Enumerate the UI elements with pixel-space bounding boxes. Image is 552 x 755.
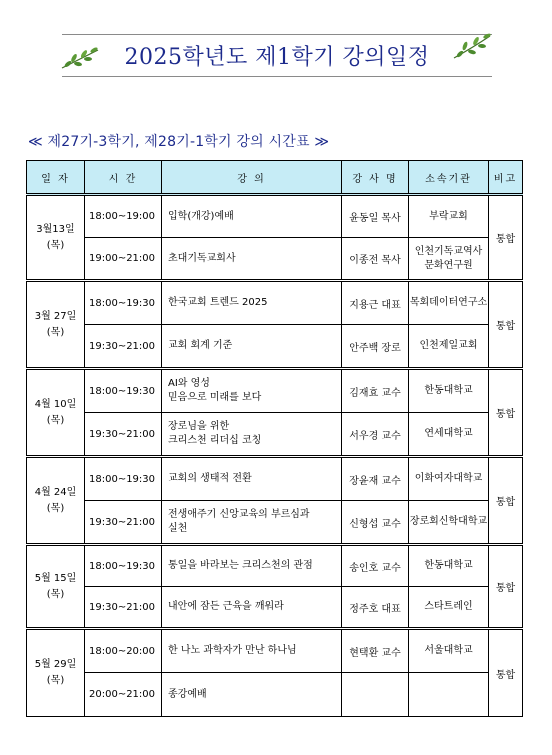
- table-row: [27, 629, 523, 673]
- date-label: 4월 24일: [34, 486, 77, 498]
- lecture-title-line: 한 나노 과학자가 만난 하나님: [168, 645, 297, 656]
- org-line: 한동대학교: [424, 385, 473, 396]
- date-label: 3월13일: [36, 223, 75, 235]
- note-cell: 통합: [489, 195, 523, 281]
- lecturer-cell: 안주백 장로: [342, 325, 409, 369]
- date-label: 4월 10일: [34, 398, 77, 410]
- title-bottom-rule: [62, 76, 492, 77]
- weekday-label: (목): [46, 414, 65, 426]
- lecturer-cell: [342, 673, 409, 717]
- table-row: [27, 195, 523, 238]
- table-row: [27, 545, 523, 587]
- note-cell: 통합: [489, 629, 523, 717]
- lecture-title-line: AI와 영성: [168, 378, 210, 389]
- header-time: 시 간: [85, 161, 162, 195]
- table-row: [27, 413, 523, 457]
- org-line: 서울대학교: [424, 645, 473, 656]
- weekday-label: (목): [46, 675, 65, 686]
- org-cell: [409, 545, 489, 587]
- table-row: [27, 325, 523, 369]
- lecture-title-line: 크리스천 리더십 코칭: [168, 435, 262, 446]
- time-cell: 19:30~21:00: [85, 587, 162, 629]
- lecture-title-line: 믿음으로 미래를 보다: [168, 392, 262, 403]
- org-line: 장로회신학대학교: [409, 516, 488, 527]
- org-line: 인천제일교회: [419, 340, 478, 351]
- org-line: 목회데이터연구소: [409, 297, 488, 308]
- lecture-title-line: 전생애주기 신앙교육의 부르심과: [168, 509, 310, 520]
- time-cell: 19:00~21:00: [85, 238, 162, 281]
- table-row: [27, 281, 523, 325]
- date-label: 3월 27일: [34, 310, 77, 322]
- lecturer-cell: 현택환 교수: [342, 629, 409, 673]
- date-label: 5월 15일: [34, 572, 77, 584]
- org-cell: [409, 501, 489, 545]
- org-line: 스타트레인: [424, 601, 473, 612]
- note-cell: 통합: [489, 281, 523, 369]
- note-cell: 통합: [489, 369, 523, 457]
- title-banner: [62, 30, 492, 78]
- date-cell: [27, 281, 85, 369]
- lecture-cell: [162, 238, 342, 281]
- weekday-label: (목): [46, 502, 65, 514]
- org-cell: [409, 238, 489, 281]
- title-top-rule: [62, 34, 492, 35]
- org-cell: [409, 325, 489, 369]
- table-row: [27, 587, 523, 629]
- lecture-cell: [162, 457, 342, 501]
- section-subtitle: ≪ 제27기-3학기, 제28기-1학기 강의 시간표 ≫: [28, 134, 330, 150]
- org-line: 문화연구원: [424, 259, 473, 271]
- org-cell: [409, 673, 489, 717]
- date-cell: [27, 545, 85, 629]
- page-title: 2025학년도 제1학기 강의일정: [124, 45, 430, 70]
- weekday-label: (목): [46, 326, 65, 338]
- org-line: 한동대학교: [424, 560, 473, 571]
- header-org: 소속기관: [409, 161, 489, 195]
- org-line: 인천기독교역사: [414, 245, 483, 257]
- lecture-title-line: 장로님을 위한: [168, 421, 230, 432]
- lecturer-cell: 서우경 교수: [342, 413, 409, 457]
- schedule-table: [26, 160, 523, 717]
- weekday-label: (목): [46, 588, 65, 600]
- lecture-title-line: 초대기독교회사: [168, 252, 236, 264]
- org-cell: [409, 587, 489, 629]
- date-cell: [27, 195, 85, 281]
- table-row: [27, 673, 523, 717]
- time-cell: 18:00~20:00: [85, 629, 162, 673]
- lecture-cell: [162, 195, 342, 238]
- org-cell: [409, 413, 489, 457]
- date-cell: [27, 369, 85, 457]
- lecturer-cell: 장윤재 교수: [342, 457, 409, 501]
- table-row: [27, 369, 523, 413]
- lecture-title-line: 내안에 잠든 근육을 깨워라: [168, 601, 284, 612]
- time-cell: 18:00~19:30: [85, 545, 162, 587]
- lecture-cell: [162, 587, 342, 629]
- lecture-cell: [162, 281, 342, 325]
- lecture-cell: [162, 673, 342, 717]
- lecturer-cell: 윤동일 목사: [342, 195, 409, 238]
- table-row: [27, 501, 523, 545]
- table-header-row: [27, 161, 523, 195]
- lecture-title-line: 실천: [168, 523, 188, 534]
- time-cell: 18:00~19:30: [85, 369, 162, 413]
- lecturer-cell: 정주호 대표: [342, 587, 409, 629]
- weekday-label: (목): [46, 239, 65, 251]
- time-cell: 19:30~21:00: [85, 413, 162, 457]
- lecture-cell: [162, 501, 342, 545]
- lecture-cell: [162, 545, 342, 587]
- org-cell: [409, 195, 489, 238]
- lecture-title-line: 통일을 바라보는 크리스천의 관점: [168, 560, 313, 571]
- time-cell: 18:00~19:30: [85, 281, 162, 325]
- org-cell: [409, 629, 489, 673]
- lecture-title-line: 한국교회 트렌드 2025: [168, 297, 268, 308]
- note-cell: 통합: [489, 545, 523, 629]
- time-cell: 18:00~19:30: [85, 457, 162, 501]
- lecture-cell: [162, 325, 342, 369]
- date-cell: [27, 457, 85, 545]
- table-row: [27, 238, 523, 281]
- org-line: 이화여자대학교: [414, 473, 483, 484]
- lecture-cell: [162, 629, 342, 673]
- org-cell: [409, 281, 489, 325]
- lecturer-cell: 이종전 목사: [342, 238, 409, 281]
- lecture-title-line: 종강예배: [168, 688, 207, 700]
- leaf-sprig-icon: [452, 32, 492, 62]
- lecture-cell: [162, 413, 342, 457]
- org-line: 부락교회: [429, 210, 468, 222]
- lecture-cell: [162, 369, 342, 413]
- lecturer-cell: 김재효 교수: [342, 369, 409, 413]
- lecturer-cell: 지용근 대표: [342, 281, 409, 325]
- lecturer-cell: 송인호 교수: [342, 545, 409, 587]
- header-date: 일 자: [27, 161, 85, 195]
- note-cell: 통합: [489, 457, 523, 545]
- header-note: 비고: [489, 161, 523, 195]
- time-cell: 19:30~21:00: [85, 325, 162, 369]
- date-label: 5월 29일: [34, 659, 77, 670]
- table-row: [27, 457, 523, 501]
- time-cell: 20:00~21:00: [85, 673, 162, 717]
- schedule-body: [27, 195, 523, 717]
- time-cell: 18:00~19:00: [85, 195, 162, 238]
- org-line: 연세대학교: [424, 428, 473, 439]
- org-cell: [409, 457, 489, 501]
- date-cell: [27, 629, 85, 717]
- header-lecture: 강 의: [162, 161, 342, 195]
- lecture-title-line: 교회의 생태적 전환: [168, 473, 252, 484]
- time-cell: 19:30~21:00: [85, 501, 162, 545]
- lecture-title-line: 교회 회계 기준: [168, 340, 233, 351]
- org-cell: [409, 369, 489, 413]
- lecturer-cell: 신형섭 교수: [342, 501, 409, 545]
- lecture-title-line: 입학(개강)예배: [168, 210, 234, 222]
- header-lecturer: 강 사 명: [342, 161, 409, 195]
